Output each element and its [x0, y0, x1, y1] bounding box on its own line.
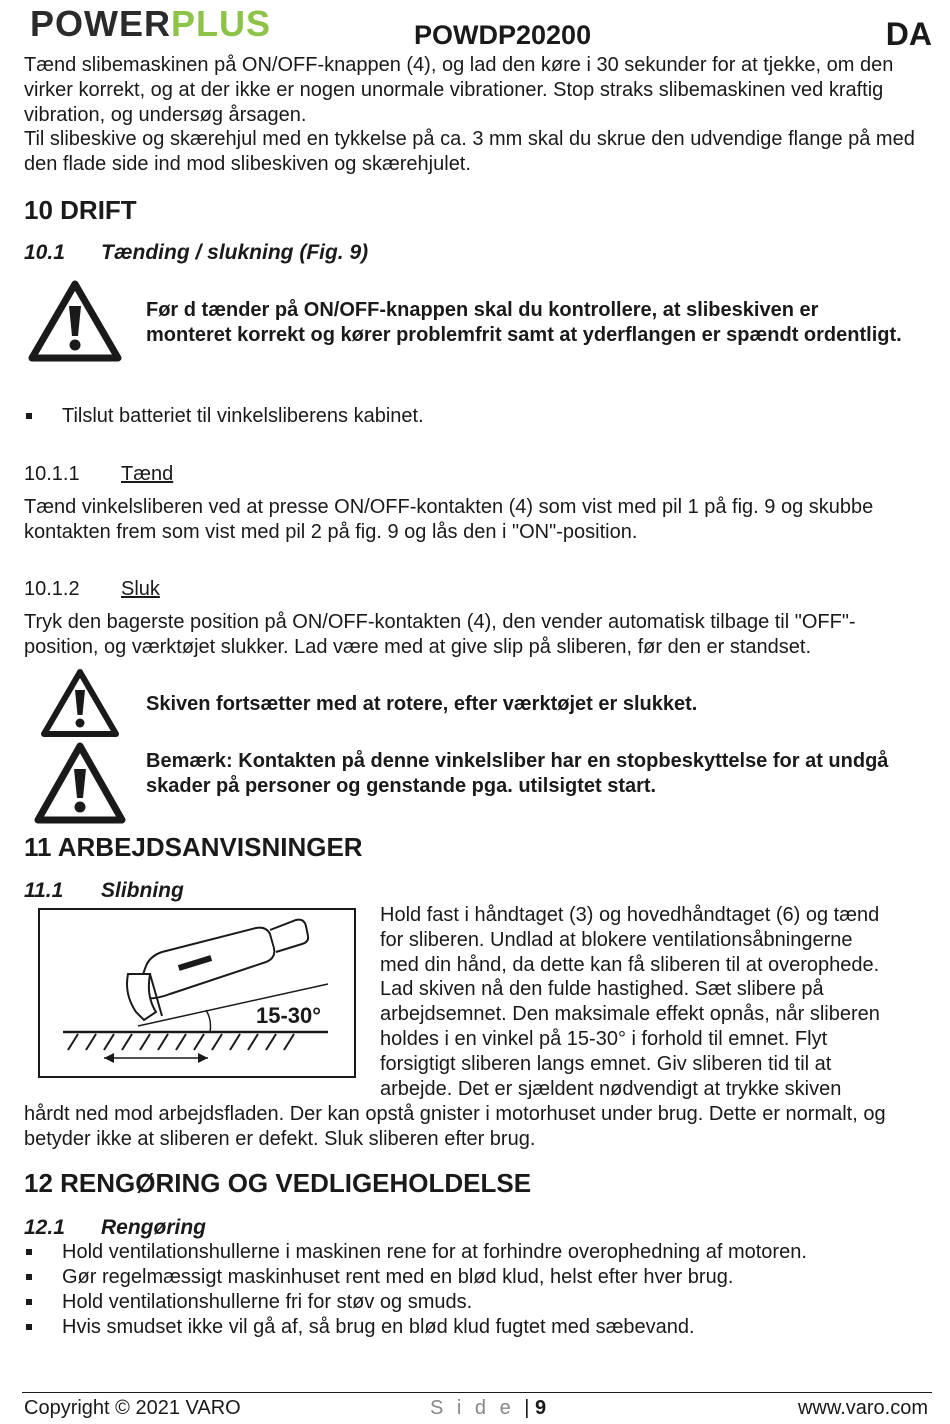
- list-item: Hvis smudset ikke vil gå af, så brug en blød klud fugtet med sæbevand.: [24, 1315, 934, 1340]
- warning-triangle-icon: [40, 668, 120, 738]
- text-line: for sliberen. Undlad at blokere ventilationsåbningerne: [380, 928, 853, 951]
- grinding-angle-figure: [38, 908, 356, 1078]
- section-11-1-heading: [24, 878, 184, 904]
- warning-text-1: Før d tænder på ON/OFF-knappen skal du kontrollere, at slibeskiven er monteret korrekt og kører problemfrit samt at yderflangen er spændt ordentligt.: [146, 299, 902, 346]
- language-code: DA: [885, 16, 932, 52]
- section-11-1-text-block: [380, 903, 940, 1101]
- text-line: forsigtigt sliberen langs emnet. Giv sliberen tid til at: [380, 1052, 832, 1075]
- section-12-heading: 12 RENGØRING OG VEDLIGEHOLDELSE: [24, 1168, 532, 1198]
- text-line: Lad skiven nå den fulde hastighed. Sæt slibere på: [380, 978, 824, 1001]
- footer-copyright: Copyright © 2021 VARO: [24, 1397, 241, 1419]
- warning-text-3: Bemærk: Kontakten på denne vinkelsliber har en stopbeskyttelse for at undgå skader på personer og genstande pga. utilsigtet start.: [146, 750, 889, 797]
- section-10-1-heading: [24, 240, 368, 266]
- logo-text-power: POWER: [30, 3, 172, 44]
- section-11-heading: 11 ARBEJDSANVISNINGER: [24, 832, 363, 862]
- model-number: POWDP20200: [414, 20, 592, 50]
- bullet-list-12: [24, 1240, 934, 1340]
- section-10-1-2-text: Tryk den bagerste position på ON/OFF-kontakten (4), den vender automatisk tilbage til "OFF"-position, og værktøjet slukker. Lad være med at give slip på sliberen, før den er standset.: [24, 611, 856, 658]
- logo-text-plus: PLUS: [171, 3, 272, 44]
- section-number: 11.1: [24, 879, 64, 902]
- text-line: Hold fast i håndtaget (3) og hovedhåndtaget (6) og tænd: [380, 904, 880, 926]
- section-number: 10.1.1: [24, 463, 80, 485]
- footer-divider: [22, 1392, 932, 1393]
- section-10-1-2-heading: [24, 577, 160, 601]
- section-title: Sluk: [121, 578, 160, 600]
- section-title: Rengøring: [101, 1216, 206, 1239]
- section-title: Tænd: [121, 463, 174, 485]
- bullet-square-icon: [26, 413, 32, 419]
- list-item: Hold ventilationshullerne i maskinen rene for at forhindre overophedning af motoren.: [24, 1240, 934, 1265]
- intro-paragraph-2: Til slibeskive og skærehjul med en tykkelse på ca. 3 mm skal du skrue den udvendige flange på med den flade side ind mod slibeskiven og skærehjulet.: [24, 128, 915, 175]
- footer-page: [430, 1397, 546, 1420]
- bullet-list-10: [24, 404, 924, 429]
- angle-label: 15-30°: [256, 1003, 322, 1028]
- section-10-heading: 10 DRIFT: [24, 195, 137, 225]
- text-line: arbejde. Det er sjældent nødvendigt at trykke skiven: [380, 1077, 842, 1100]
- text-line: med din hånd, da dette kan få sliberen til at overophede.: [380, 953, 880, 976]
- footer-url[interactable]: www.varo.com: [797, 1397, 928, 1419]
- warning-triangle-icon: [34, 742, 126, 824]
- text-line: arbejdsemnet. Den maksimale effekt opnås, når sliberen: [380, 1003, 880, 1026]
- warning-text-2: Skiven fortsætter med at rotere, efter værktøjet er slukket.: [146, 693, 698, 715]
- page-label: S i d e: [430, 1397, 515, 1419]
- bullet-square-icon: [26, 1249, 32, 1255]
- section-10-1-1-heading: [24, 462, 173, 486]
- page-number: 9: [535, 1397, 547, 1419]
- list-item: Tilslut batteriet til vinkelsliberens kabinet.: [24, 404, 924, 429]
- section-11-1-text-continued: hårdt ned mod arbejdsfladen. Der kan opstå gnister i motorhuset under brug. Dette er normalt, og betyder ikke at sliberen er defekt. Sluk sliberen efter brug.: [24, 1103, 886, 1150]
- text-line: holdes i en vinkel på 15-30° i forhold til emnet. Flyt: [380, 1027, 828, 1050]
- section-10-1-1-text: Tænd vinkelsliberen ved at presse ON/OFF-kontakten (4) som vist med pil 1 på fig. 9 og skubbe kontakten frem som vist med pil 2 på fig. 9 og lås den i "ON"-position.: [24, 496, 874, 543]
- section-title: Tænding / slukning (Fig. 9): [101, 241, 369, 264]
- list-item: Hold ventilationshullerne fri for støv og smuds.: [24, 1290, 934, 1315]
- section-12-1-heading: [24, 1215, 206, 1241]
- section-title: Slibning: [101, 879, 184, 902]
- page-separator: |: [524, 1397, 530, 1419]
- bullet-square-icon: [26, 1299, 32, 1305]
- bullet-square-icon: [26, 1274, 32, 1280]
- section-number: 10.1.2: [24, 578, 80, 600]
- brand-logo: [30, 4, 271, 44]
- bullet-square-icon: [26, 1324, 32, 1330]
- warning-triangle-icon: [28, 280, 122, 362]
- section-number: 12.1: [24, 1216, 65, 1239]
- section-number: 10.1: [24, 241, 65, 264]
- list-item: Gør regelmæssigt maskinhuset rent med en blød klud, helst efter hver brug.: [24, 1265, 934, 1290]
- intro-paragraph-1: Tænd slibemaskinen på ON/OFF-knappen (4), og lad den køre i 30 sekunder for at tjekke, om den virker korrekt, og at der ikke er nogen unormale vibrationer. Stop straks slibemaskinen ved kraftig vibration, og undersøg årsagen.: [24, 54, 894, 126]
